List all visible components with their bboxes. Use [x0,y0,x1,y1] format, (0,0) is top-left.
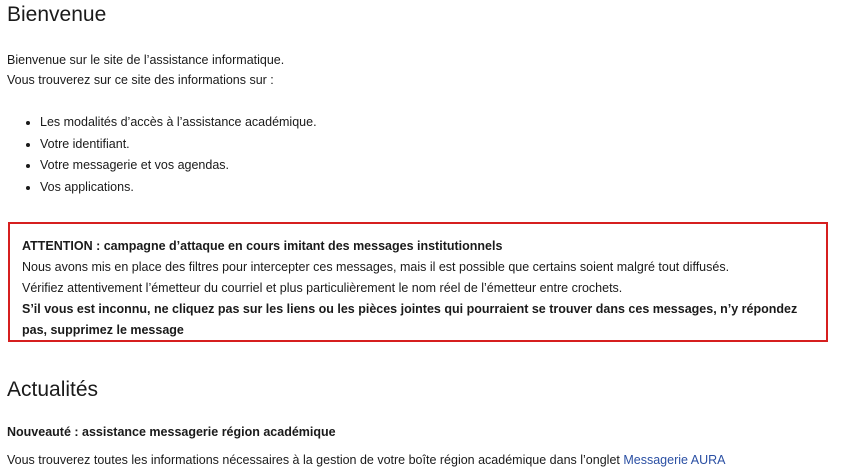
alert-warning: S’il vous est inconnu, ne cliquez pas sur les liens ou les pièces jointes qui pourraient se trouver dans ces messages, n’y répondez pas, supprimez le message [22,302,798,337]
intro-line-1: Bienvenue sur le site de l’assistance informatique. [7,53,285,67]
news-body-text: Vous trouverez toutes les informations nécessaires à la gestion de votre boîte région académique dans l’onglet [7,453,624,467]
list-item: • Vos applications. [40,177,317,199]
alert-line-2: Vérifiez attentivement l’émetteur du courriel et plus particulièrement le nom réel de l’émetteur entre crochets. [22,281,623,295]
welcome-title: Bienvenue [7,3,107,26]
list-item: • Votre identifiant. [40,134,317,156]
list-item: • Les modalités d’accès à l’assistance académique. [40,112,317,134]
phishing-alert-box [8,222,828,342]
news-title: Actualités [7,378,99,401]
alert-line-1: Nous avons mis en place des filtres pour intercepter ces messages, mais il est possible que certains soient malgré tout diffusés. [22,260,730,274]
topics-list [22,112,317,198]
messagerie-aura-link[interactable]: Messagerie AURA [623,453,726,467]
news-headline: Nouveauté : assistance messagerie région académique [7,425,336,439]
news-body [7,450,725,470]
list-item: • Votre messagerie et vos agendas. [40,155,317,177]
welcome-intro [7,50,284,90]
alert-heading: ATTENTION : campagne d’attaque en cours imitant des messages institutionnels [22,239,503,253]
intro-line-2: Vous trouverez sur ce site des informations sur : [7,73,274,87]
